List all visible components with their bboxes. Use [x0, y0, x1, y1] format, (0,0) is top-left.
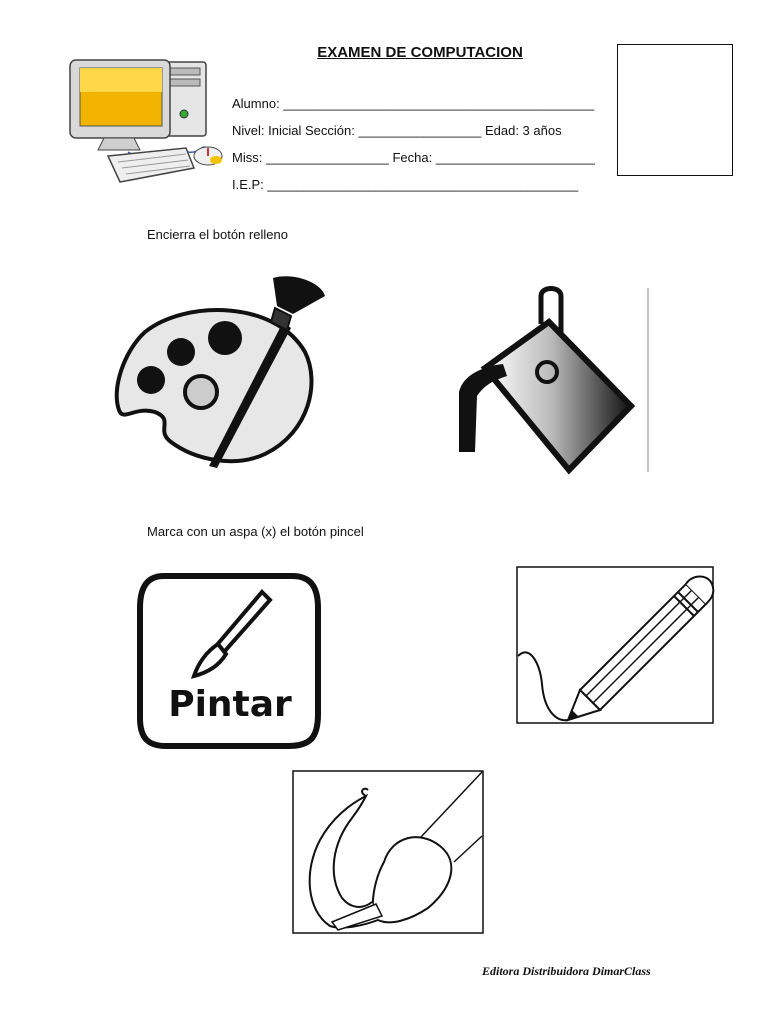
instruction-2: Marca con un aspa (x) el botón pincel — [147, 524, 364, 539]
pintar-button-frame[interactable] — [136, 572, 322, 752]
school-field: I.E.P: ___________________________________________ — [232, 177, 579, 192]
teacher-date-field: Miss: _________________ Fecha: ______________________ — [232, 150, 595, 165]
paint-bucket-icon[interactable] — [455, 288, 655, 473]
pintar-label: Pintar — [168, 684, 292, 725]
level-section-age-field: Nivel: Inicial Sección: _________________ Edad: 3 años — [232, 123, 562, 138]
pencil-button-icon[interactable] — [516, 566, 714, 724]
student-field: Alumno: ___________________________________________ — [232, 96, 595, 111]
publisher-footer: Editora Distribuidora DimarClass — [482, 964, 651, 978]
instruction-1: Encierra el botón relleno — [147, 227, 288, 242]
brush-button-icon[interactable] — [292, 770, 484, 934]
photo-box — [617, 44, 733, 176]
exam-title: EXAMEN DE COMPUTACION — [317, 44, 523, 61]
palette-brush-icon[interactable] — [115, 272, 330, 472]
computer-icon — [68, 56, 228, 191]
